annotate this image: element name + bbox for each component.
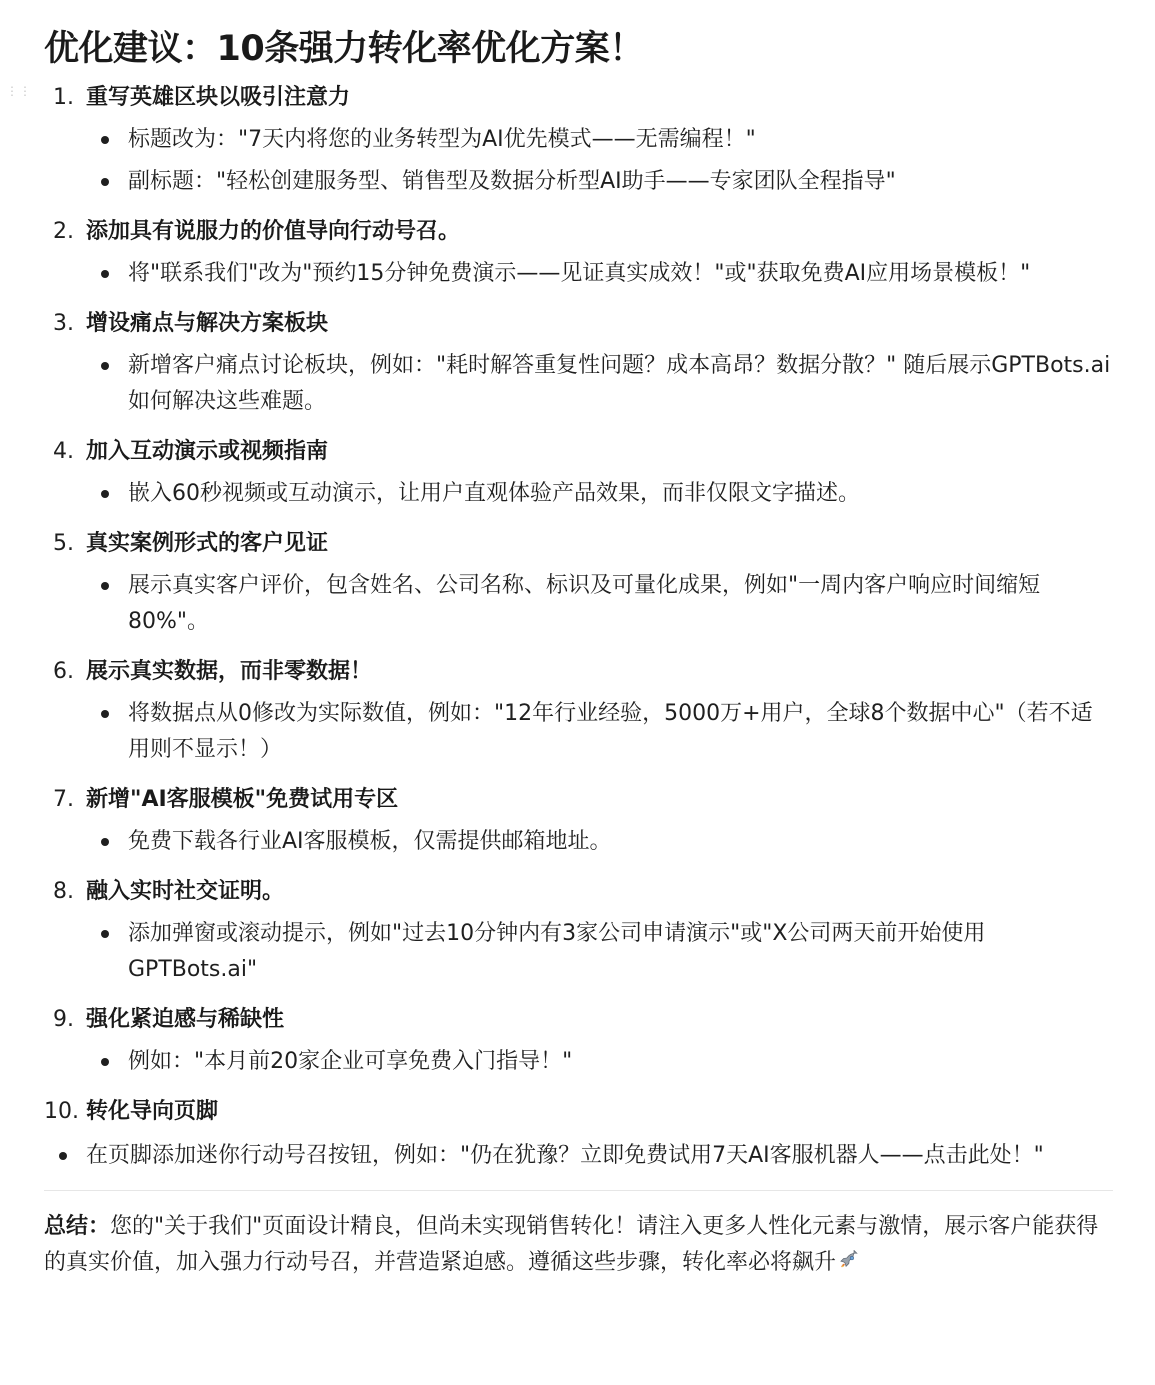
bullet-item: 副标题："轻松创建服务型、销售型及数据分析型AI助手——专家团队全程指导": [44, 164, 1113, 200]
step-item: [44, 216, 1113, 292]
step-title: 强化紧迫感与稀缺性: [86, 1007, 285, 1032]
step-title: 展示真实数据，而非零数据！: [86, 659, 373, 684]
step-heading: [44, 876, 1113, 908]
bullet-item: 展示真实客户评价，包含姓名、公司名称、标识及可量化成果，例如"一周内客户响应时间缩短80%"。: [44, 568, 1113, 640]
step-heading: [44, 1096, 1113, 1128]
rocket-icon: [838, 1250, 860, 1272]
step-number: 1.: [53, 85, 74, 110]
step-title: 转化导向页脚: [86, 1099, 219, 1124]
steps-list: [44, 82, 1113, 1128]
step-number: 2.: [53, 219, 74, 244]
step-number: 10.: [44, 1099, 79, 1124]
step-heading: [44, 216, 1113, 248]
bullet-list: [44, 824, 1113, 860]
step-title: 新增"AI客服模板"免费试用专区: [86, 787, 399, 812]
bullet-list: [44, 122, 1113, 200]
step-title: 增设痛点与解决方案板块: [86, 311, 329, 336]
bullet-list: [44, 568, 1113, 640]
bullet-list: [44, 476, 1113, 512]
bullet-list: [44, 256, 1113, 292]
step-title: 真实案例形式的客户见证: [86, 531, 329, 556]
step-number: 4.: [53, 439, 74, 464]
step-item: [44, 82, 1113, 200]
step-heading: [44, 656, 1113, 688]
step-title: 融入实时社交证明。: [86, 879, 285, 904]
bullet-item: 将"联系我们"改为"预约15分钟免费演示——见证真实成效！"或"获取免费AI应用场景模板！": [44, 256, 1113, 292]
bullet-item: 添加弹窗或滚动提示，例如"过去10分钟内有3家公司申请演示"或"X公司两天前开始使用GPTBots.ai": [44, 916, 1113, 988]
bullet-item: 将数据点从0修改为实际数值，例如："12年行业经验，5000万+用户，全球8个数据中心"（若不适用则不显示！）: [44, 696, 1113, 768]
bullet-list: [44, 1044, 1113, 1080]
bullet-list: [44, 348, 1113, 420]
summary-text: 您的"关于我们"页面设计精良，但尚未实现销售转化！请注入更多人性化元素与激情，展示客户能获得的真实价值，加入强力行动号召，并营造紧迫感。遵循这些步骤，转化率必将飙升: [44, 1214, 1099, 1275]
step-item: [44, 876, 1113, 988]
bullet-item: 例如："本月前20家企业可享免费入门指导！": [44, 1044, 1113, 1080]
step-heading: [44, 436, 1113, 468]
step-number: 7.: [53, 787, 74, 812]
bullet-item: 免费下载各行业AI客服模板，仅需提供邮箱地址。: [44, 824, 1113, 860]
step-item: [44, 436, 1113, 512]
divider: [44, 1190, 1113, 1191]
step-number: 8.: [53, 879, 74, 904]
step-item: [44, 656, 1113, 768]
step-heading: [44, 784, 1113, 816]
step-title: 加入互动演示或视频指南: [86, 439, 329, 464]
footer-bullet-list: [44, 1138, 1113, 1174]
bullet-item: 在页脚添加迷你行动号召按钮，例如："仍在犹豫？立即免费试用7天AI客服机器人——点击此处！": [44, 1138, 1113, 1174]
step-heading: [44, 1004, 1113, 1036]
step-number: 5.: [53, 531, 74, 556]
summary-paragraph: [44, 1209, 1113, 1281]
step-item: [44, 1004, 1113, 1080]
step-item: [44, 528, 1113, 640]
bullet-item: 标题改为："7天内将您的业务转型为AI优先模式——无需编程！": [44, 122, 1113, 158]
step-item: [44, 1096, 1113, 1128]
step-title: 重写英雄区块以吸引注意力: [86, 85, 351, 110]
step-heading: [44, 308, 1113, 340]
step-number: 3.: [53, 311, 74, 336]
page-title: 优化建议：10条强力转化率优化方案！: [44, 29, 644, 69]
bullet-list: [44, 696, 1113, 768]
step-heading: [44, 528, 1113, 560]
step-item: [44, 308, 1113, 420]
step-number: 9.: [53, 1007, 74, 1032]
drag-handle-icon[interactable]: ⋮⋮: [6, 84, 32, 98]
bullet-list: [44, 916, 1113, 988]
step-heading: [44, 82, 1113, 114]
summary-label: 总结：: [44, 1214, 111, 1239]
bullet-item: 新增客户痛点讨论板块，例如："耗时解答重复性问题？成本高昂？数据分散？" 随后展示GPTBots.ai如何解决这些难题。: [44, 348, 1113, 420]
step-title: 添加具有说服力的价值导向行动号召。: [86, 219, 461, 244]
bullet-item: 嵌入60秒视频或互动演示，让用户直观体验产品效果，而非仅限文字描述。: [44, 476, 1113, 512]
step-item: [44, 784, 1113, 860]
step-number: 6.: [53, 659, 74, 684]
